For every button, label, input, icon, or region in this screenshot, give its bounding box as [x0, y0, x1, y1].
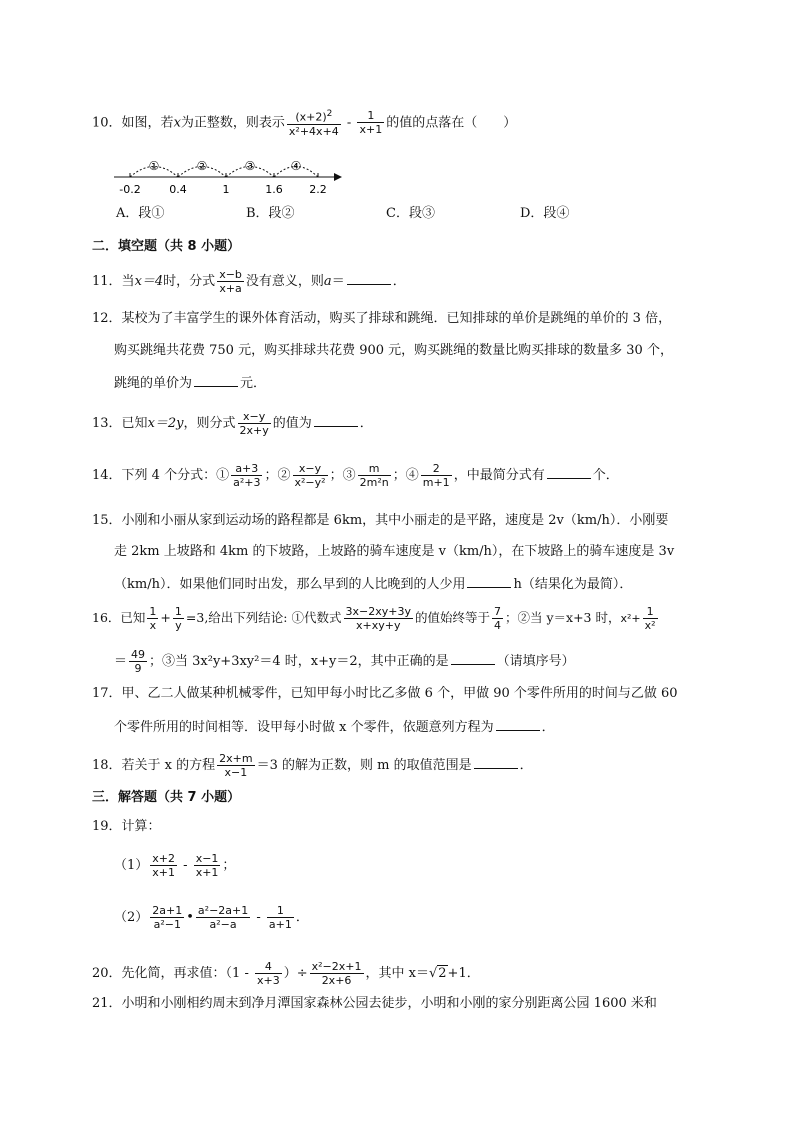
q16-fraction-b: $\frac{1}{y}$	[174, 605, 182, 632]
number-line-tick-label: 1	[222, 183, 230, 196]
q10-text: 如图，若	[121, 115, 174, 131]
q14-answer-blank[interactable]	[547, 466, 591, 479]
q15-answer-blank[interactable]	[467, 575, 511, 588]
option-d[interactable]: D．段④	[520, 206, 570, 221]
q19-part-2: （2） $\frac{2a+1}{\text{a²−1}}$ • $\frac{\text{a²−2a+1}}{\text{a²−a}}$ - $\frac{1}{a+1}$ ．	[114, 904, 309, 931]
q16-line-1: 16．已知 $\frac{1}{x}$ + $\frac{1}{y}$ =3,给出下列结论: ①代数式 $\frac{3x-2xy+3y}{x+xy+y}$ 的值始终等于 $\frac{7}{4}$ ；②当 y＝x+3 时，x²+ $\frac{1}{\text{x²}}$	[92, 605, 656, 632]
sqrt-radicand: 2	[438, 966, 447, 981]
q10-text3: 的值的点落在（ ）	[386, 115, 517, 131]
q19-part-1: （1） $\frac{x+2}{x+1}$ - $\frac{x-1}{x+1}$ ；	[114, 852, 236, 879]
q15-line-3: （km/h）．如果他们同时出发，那么早到的人比晚到的人少用 h（结果化为最简）．	[114, 577, 633, 592]
number-line-segment-label: ①	[148, 159, 160, 173]
q10-number: 10．	[92, 115, 122, 131]
number-line-segment-label: ④	[290, 159, 302, 173]
q17-line-1: 17．甲、乙二人做某种机械零件，已知甲每小时比乙多做 6 个，甲做 90 个零件所用的时间与乙做 60	[92, 686, 678, 701]
q11-line: 11．当x＝4时，分式 $\frac{x-b}{x+a}$ 没有意义，则a＝ ．	[92, 268, 406, 295]
q10-fraction-2: $\frac{1}{x+1}$	[359, 109, 383, 137]
q21-line: 21．小明和小刚相约周末到净月潭国家森林公园去徒步，小明和小刚的家分别距离公园 1600 米和	[92, 996, 657, 1011]
q10-var: x	[173, 115, 181, 131]
q12-line-3: 跳绳的单价为 元．	[114, 376, 267, 391]
section-3-heading: 三．解答题（共 7 小题）	[92, 790, 241, 805]
q13-answer-blank[interactable]	[314, 414, 358, 427]
q13-line: 13．已知x＝2y，则分式 $\frac{x-y}{2x+y}$ 的值为 ．	[92, 410, 373, 437]
q11-fraction: $\frac{x-b}{x+a}$	[219, 268, 242, 295]
option-c[interactable]: C．段③	[386, 206, 435, 221]
q10-fraction-1: $\frac{(x+2)^2}{\text{x²+4x+4}}$	[288, 109, 339, 138]
q20-line: 20．先化简，再求值：（1 - $\frac{4}{x+3}$ ）÷ $\frac{\text{x²−2x+1}}{2x+6}$ ，其中 x＝√2+1．	[92, 960, 480, 987]
q19-head: 19．计算：	[92, 819, 161, 834]
q20-fraction-2: $\frac{\text{x²−2x+1}}{2x+6}$	[311, 960, 362, 987]
number-line-tick-label: 0.4	[169, 183, 187, 196]
q15-line-2: 走 2km 上坡路和 4km 的下坡路，上坡路的骑车速度是 v（km/h），在下坡路上的骑车速度是 3v	[114, 544, 675, 559]
q12-answer-blank[interactable]	[194, 374, 238, 387]
q17-line-2: 个零件所用的时间相等．设甲每小时做 x 个零件，依题意列方程为 ．	[114, 720, 555, 735]
q12-line-1: 12．某校为了丰富学生的课外体育活动，购买了排球和跳绳．已知排球的单价是跳绳的单价的 3 倍，	[92, 311, 672, 326]
option-a[interactable]: A．段①	[116, 206, 165, 221]
number-line-segment-label: ③	[244, 159, 256, 173]
q19-p2-fraction-1: $\frac{2a+1}{\text{a²−1}}$	[152, 904, 183, 931]
section-2-heading: 二．填空题（共 8 小题）	[92, 239, 241, 254]
q16-fraction-d: $\frac{7}{4}$	[493, 605, 501, 632]
q10-line: 10．如图，若x为正整数，则表示 $\frac{(x+2)^2}{\text{x²+4x+4}}$ - $\frac{1}{x+1}$ 的值的点落在（ ）	[92, 109, 517, 138]
number-line-segment-label: ②	[196, 159, 208, 173]
q14-line: 14．下列 4 个分式：① $\frac{a+3}{\text{a²+3}}$ ；② $\frac{x-y}{\text{x²−y²}}$ ；③ $\frac{m}{\text{2m²n}}$ ；④ $\frac{2}{m+1}$ ，中最简分式有 个．	[92, 462, 619, 489]
q11-answer-blank[interactable]	[347, 272, 391, 285]
number-line-tick-label: 2.2	[309, 183, 327, 196]
number-line-tick-label: -0.2	[119, 183, 141, 196]
number-line	[108, 152, 348, 198]
number-line-tick-label: 1.6	[265, 183, 283, 196]
option-b[interactable]: B．段②	[246, 206, 295, 221]
q16-answer-blank[interactable]	[451, 652, 495, 665]
q16-fraction-e: $\frac{1}{\text{x²}}$	[644, 605, 656, 632]
q19-p2-fraction-3: $\frac{1}{a+1}$	[268, 904, 292, 931]
q14-fraction-3: $\frac{m}{\text{2m²n}}$	[359, 462, 389, 489]
q20-fraction-1: $\frac{4}{x+3}$	[256, 960, 280, 987]
q16-fraction-f: $\frac{49}{9}$	[131, 648, 146, 675]
q18-answer-blank[interactable]	[474, 756, 518, 769]
q16-fraction-c: $\frac{3x-2xy+3y}{x+xy+y}$	[345, 605, 411, 632]
q13-fraction: $\frac{x-y}{2x+y}$	[239, 410, 269, 437]
q15-line-1: 15．小刚和小丽从家到运动场的路程都是 6km，其中小丽走的是平路，速度是 2v（km/h）．小刚要	[92, 513, 669, 528]
q14-fraction-2: $\frac{x-y}{\text{x²−y²}}$	[294, 462, 326, 489]
q19-p1-fraction-2: $\frac{x-1}{x+1}$	[195, 852, 219, 879]
q17-answer-blank[interactable]	[496, 718, 540, 731]
q10-text2: 为正整数，则表示	[180, 115, 285, 131]
q19-p1-fraction-1: $\frac{x+2}{x+1}$	[152, 852, 176, 879]
q18-line: 18．若关于 x 的方程 $\frac{2x+m}{x-1}$ ＝3 的解为正数，则 m 的取值范围是 ．	[92, 752, 533, 779]
q18-fraction: $\frac{2x+m}{x-1}$	[219, 752, 253, 779]
q16-fraction-a: $\frac{1}{x}$	[149, 605, 157, 632]
q12-line-2: 购买跳绳共花费 750 元，购买排球共花费 900 元，购买跳绳的数量比购买排球的数量多 30 个，	[114, 343, 673, 358]
q19-p2-fraction-2: $\frac{\text{a²−2a+1}}{\text{a²−a}}$	[197, 904, 249, 931]
q14-fraction-1: $\frac{a+3}{\text{a²+3}}$	[233, 462, 261, 489]
q16-line-2: ＝ $\frac{49}{9}$ ；③当 3x²y+3xy²＝4 时，x+y＝2，其中正确的是 （请填序号）	[114, 648, 575, 675]
q14-fraction-4: $\frac{2}{m+1}$	[422, 462, 450, 489]
sqrt-sign: √	[428, 966, 438, 981]
